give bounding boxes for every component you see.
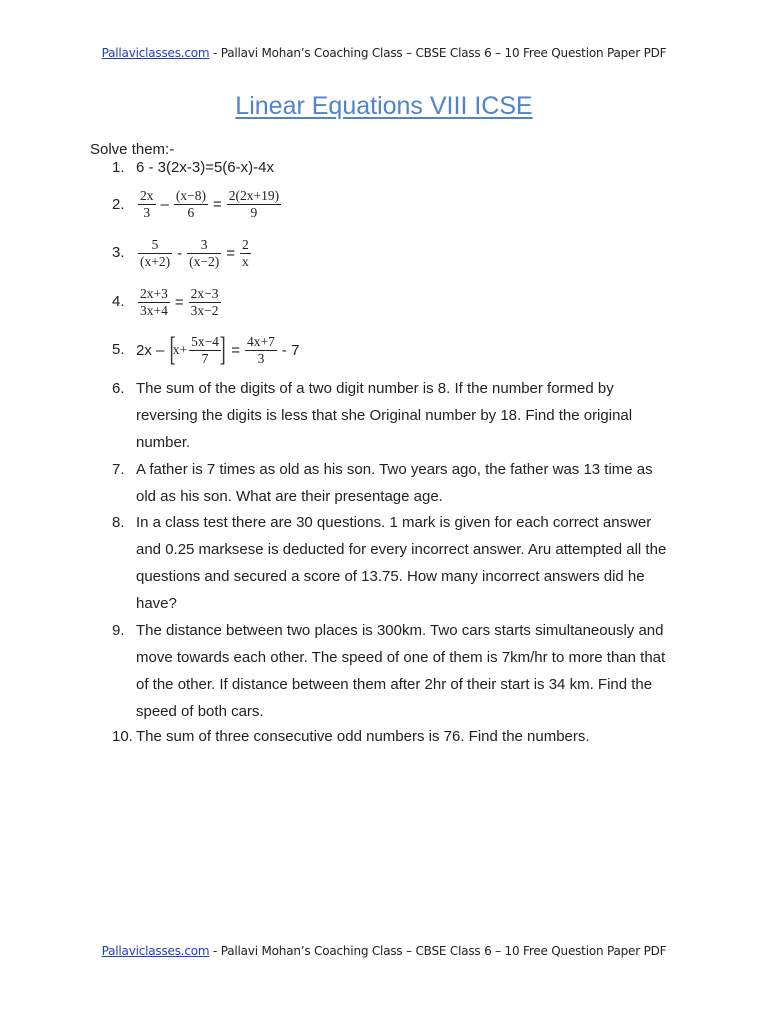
- numerator: 3: [187, 237, 221, 254]
- equation: [136, 282, 223, 322]
- denominator: 9: [250, 204, 258, 220]
- fraction: [189, 334, 221, 367]
- header-site-link[interactable]: Pallaviclasses.com: [101, 46, 210, 60]
- fraction: [138, 237, 172, 270]
- question-text: The distance between two places is 300km. Two cars starts simultaneously and move towards each other. The speed of one of them is 7km/hr to more than that of the other. If distance between them after 2hr of their start is 34 km. Find the speed of both cars.: [136, 622, 666, 720]
- question-number: 7.: [112, 461, 125, 478]
- fraction: [189, 286, 221, 319]
- denominator: 6: [187, 204, 195, 220]
- question-text: 6 - 3(2x-3)=5(6-x)-4x: [136, 159, 274, 176]
- denominator: 3x−2: [190, 302, 219, 318]
- fraction: [138, 188, 156, 221]
- operator: -: [177, 244, 183, 262]
- page-footer: [0, 944, 768, 958]
- question-number: 9.: [112, 622, 125, 639]
- fraction: [227, 188, 281, 221]
- equation: [136, 233, 253, 273]
- fraction: [245, 334, 277, 367]
- denominator: 3: [257, 350, 265, 366]
- question-number: 5.: [112, 341, 125, 358]
- page-title: Linear Equations VIII ICSE: [235, 92, 533, 120]
- question-text: A father is 7 times as old as his son. Two years ago, the father was 13 time as old as his son. What are their presentage age.: [136, 461, 653, 505]
- denominator: (x−2): [189, 253, 220, 269]
- fraction: [187, 237, 221, 270]
- lead-term: 2x –: [136, 341, 165, 359]
- numerator: 2x+3: [140, 285, 168, 301]
- equation: [136, 329, 302, 371]
- question-number: 1.: [112, 159, 125, 176]
- left-bracket: [: [169, 331, 177, 368]
- denominator: (x+2): [140, 253, 171, 269]
- denominator: 3x+4: [140, 302, 168, 318]
- numerator: 2: [241, 236, 249, 252]
- page-header: [0, 46, 768, 60]
- inner-term: x+: [172, 342, 188, 357]
- numerator: 5: [138, 237, 172, 254]
- question-text: In a class test there are 30 questions. 1 mark is given for each correct answer and 0.25 marksese is deducted for every incorrect answer. Aru attempted all the questions and secured a score of 13.75. How many incorrect answers did he have?: [136, 514, 667, 612]
- question-number: 6.: [112, 380, 125, 397]
- question-number: 8.: [112, 514, 125, 531]
- numerator: 2x: [140, 187, 154, 203]
- fraction: [138, 286, 170, 319]
- equals-sign: =: [174, 293, 184, 311]
- question-text: The sum of the digits of a two digit number is 8. If the number formed by reversing the digits is less that she Original number by 18. Find the original number.: [136, 380, 633, 451]
- numerator: 4x+7: [247, 333, 275, 349]
- numerator: 5x−4: [191, 333, 219, 349]
- footer-site-link[interactable]: Pallaviclasses.com: [101, 944, 210, 958]
- numerator: 2(2x+19): [228, 187, 280, 203]
- tail-term: - 7: [281, 341, 300, 359]
- fraction: [174, 188, 208, 221]
- question-number: 3.: [112, 244, 125, 261]
- numerator: (x−8): [175, 187, 206, 203]
- question-number: 2.: [112, 196, 125, 213]
- numerator: 2x−3: [190, 285, 219, 301]
- question-number: 4.: [112, 293, 125, 310]
- footer-text: - Pallavi Mohan’s Coaching Class – CBSE Class 6 – 10 Free Question Paper PDF: [209, 944, 667, 958]
- question-text: The sum of three consecutive odd numbers is 76. Find the numbers.: [136, 728, 590, 745]
- denominator: 3: [143, 204, 151, 220]
- header-text: - Pallavi Mohan’s Coaching Class – CBSE Class 6 – 10 Free Question Paper PDF: [209, 46, 667, 60]
- equals-sign: =: [231, 341, 241, 359]
- fraction: [240, 237, 251, 270]
- denominator: 7: [201, 350, 209, 366]
- question-number: 10.: [112, 728, 133, 745]
- equals-sign: =: [226, 244, 235, 262]
- equation: [136, 184, 283, 224]
- denominator: x: [241, 253, 249, 269]
- equals-sign: =: [212, 195, 222, 213]
- right-bracket: ]: [219, 331, 226, 368]
- operator: –: [160, 195, 169, 213]
- intro-text: Solve them:-: [90, 141, 175, 158]
